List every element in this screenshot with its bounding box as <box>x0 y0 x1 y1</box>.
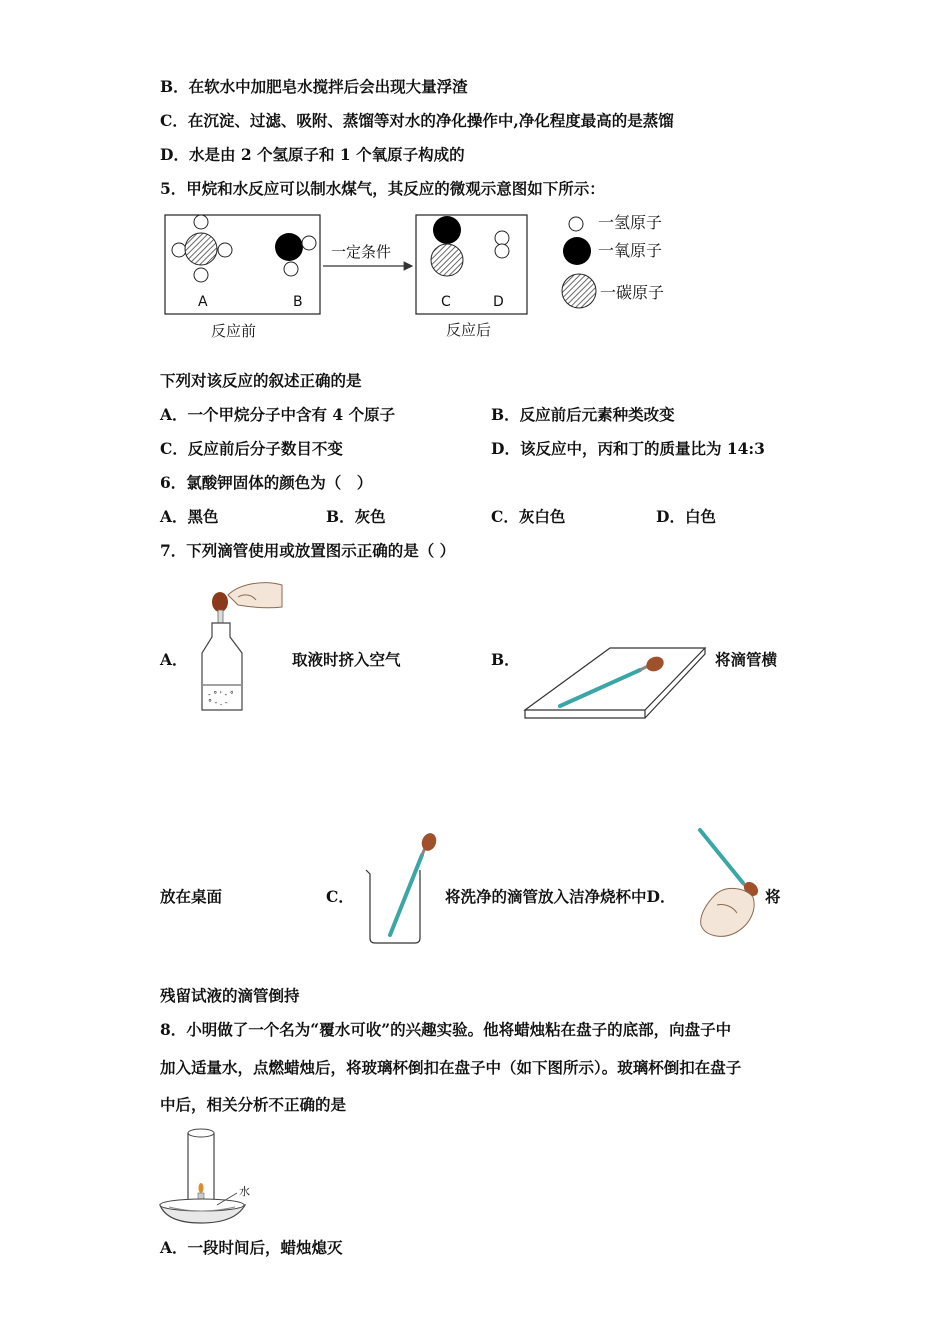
q8-line-3: 中后，相关分析不正确的是 <box>160 1095 347 1114</box>
before-label: 反应前 <box>211 322 257 340</box>
q6-option-a: A．黑色 <box>160 507 219 526</box>
q4-option-d: D．水是由 2 个氢原子和 1 个氧原子构成的 <box>160 145 465 164</box>
reaction-diagram <box>0 0 950 360</box>
q5-option-b: B．反应前后元素种类改变 <box>491 405 675 424</box>
q7-text-b2: 放在桌面 <box>160 887 223 906</box>
svg-text:- ° ' - °: - ° ' - ° <box>208 690 234 699</box>
q7-text-a: 取液时挤入空气 <box>292 650 401 669</box>
arrow-condition: 一定条件 <box>331 243 392 261</box>
h2-molecule <box>495 231 509 258</box>
q7-label-c: C． <box>326 887 354 906</box>
q7-text-d1: 将 <box>765 887 781 906</box>
dropper-bottle-figure <box>190 575 290 720</box>
legend-hydrogen-atom <box>569 217 583 231</box>
q7-text-d2: 残留试液的滴管倒持 <box>160 986 300 1005</box>
candle-experiment-figure <box>155 1125 255 1230</box>
svg-text:° - . -: ° - . - <box>208 698 228 707</box>
q6-option-b: B．灰色 <box>326 507 386 526</box>
water-molecule <box>275 233 316 276</box>
dropper-on-table-figure <box>520 640 710 725</box>
label-c: C <box>441 294 451 310</box>
legend-carbon-atom <box>562 274 596 308</box>
q4-option-c: C．在沉淀、过滤、吸附、蒸馏等对水的净化操作中,净化程度最高的是蒸馏 <box>160 111 674 130</box>
q8-option-a: A．一段时间后，蜡烛熄灭 <box>160 1238 343 1257</box>
q5-stem: 5．甲烷和水反应可以制水煤气，其反应的微观示意图如下所示： <box>160 179 605 198</box>
q8-line-1: 8．小明做了一个名为“覆水可收”的兴趣实验。他将蜡烛粘在盘子的底部，向盘子中 <box>160 1020 732 1039</box>
q6-option-c: C．灰白色 <box>491 507 566 526</box>
methane-molecule <box>172 215 232 282</box>
water-label: 水 <box>239 1185 250 1198</box>
legend-oxygen-atom <box>563 237 591 265</box>
label-d: D <box>493 294 504 310</box>
co-molecule <box>431 216 463 276</box>
q7-label-b: B． <box>491 650 520 669</box>
inverted-dropper-figure <box>695 825 765 945</box>
after-label: 反应后 <box>446 321 492 339</box>
q5-prompt: 下列对该反应的叙述正确的是 <box>160 371 362 390</box>
legend-hydrogen-text: 一氢原子 <box>598 213 663 232</box>
q7-text-b1: 将滴管横 <box>715 650 778 669</box>
q6-stem: 6．氯酸钾固体的颜色为（ ） <box>160 473 373 492</box>
q4-option-b: B．在软水中加肥皂水搅拌后会出现大量浮渣 <box>160 77 468 96</box>
label-a: A <box>198 294 208 310</box>
q5-option-d: D．该反应中，丙和丁的质量比为 14:3 <box>491 439 765 458</box>
q7-text-c: 将洗净的滴管放入洁净烧杯中D． <box>445 887 676 906</box>
q7-label-a: A． <box>160 650 188 669</box>
q5-option-a: A．一个甲烷分子中含有 4 个原子 <box>160 405 396 424</box>
dropper-in-beaker-figure <box>360 830 445 948</box>
legend-oxygen-text: 一氧原子 <box>598 241 663 260</box>
legend-carbon-text: 一碳原子 <box>600 283 665 302</box>
q6-option-d: D．白色 <box>656 507 716 526</box>
q7-stem: 7．下列滴管使用或放置图示正确的是（ ） <box>160 541 456 560</box>
q8-line-2: 加入适量水，点燃蜡烛后，将玻璃杯倒扣在盘子中（如下图所示）。玻璃杯倒扣在盘子 <box>160 1058 742 1077</box>
label-b: B <box>293 294 303 310</box>
q5-option-c: C．反应前后分子数目不变 <box>160 439 343 458</box>
